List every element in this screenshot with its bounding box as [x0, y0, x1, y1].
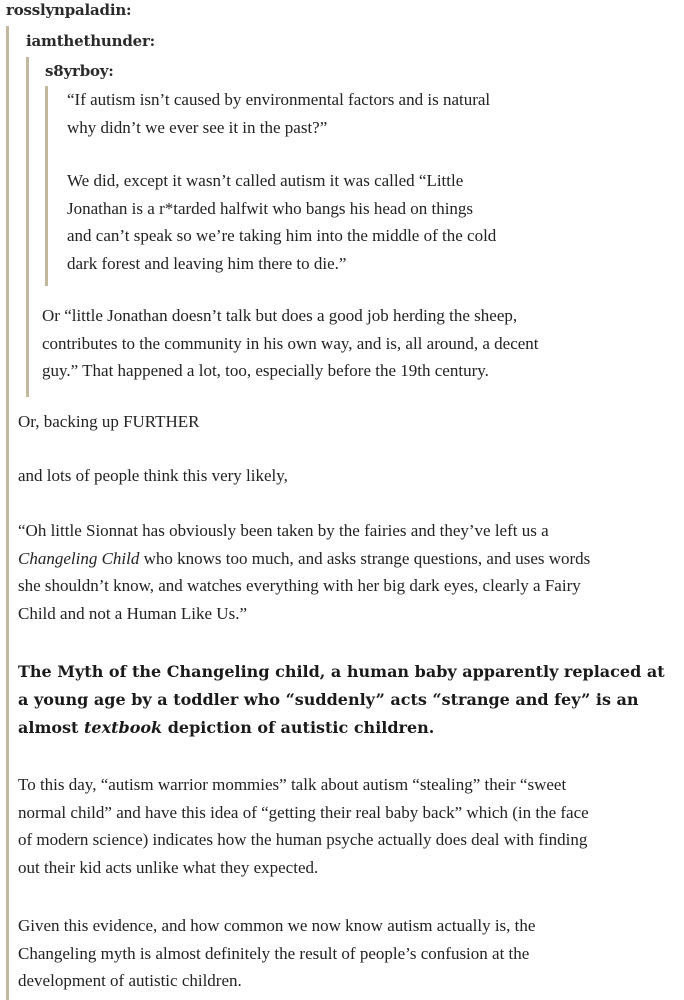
text-line: Or “little Jonathan doesn’t talk but does a good job herding the sheep, [42, 306, 518, 325]
username-rosslynpaladin[interactable] [6, 1, 131, 19]
iamthethunder-paragraph [42, 302, 539, 385]
rosslynpaladin-paragraph-1 [18, 408, 200, 436]
text-line: a young age by a toddler who “suddenly” acts “strange and fey” is an [18, 690, 639, 709]
rosslynpaladin-paragraph-3 [18, 517, 590, 627]
s8yrboy-paragraph-1 [67, 86, 490, 141]
text-span: depiction of autistic children. [162, 718, 435, 737]
text-line: guy.” That happened a lot, too, especially before the 19th century. [42, 361, 489, 380]
rosslynpaladin-paragraph-5 [18, 771, 589, 881]
username-link[interactable]: iamthethunder: [26, 32, 155, 50]
s8yrboy-paragraph-2 [67, 167, 496, 277]
text-line [18, 714, 665, 742]
text-line: of modern science) indicates how the human psyche actually does deal with finding [18, 830, 588, 849]
text-line: “If autism isn’t caused by environmental factors and is natural [67, 90, 491, 109]
text-line: normal child” and have this idea of “getting their real baby back” which (in the face [18, 802, 589, 822]
username-link[interactable]: s8yrboy: [45, 62, 114, 80]
text-span: who knows too much, and asks strange questions, and uses words [139, 548, 591, 568]
username-s8yrboy[interactable] [45, 62, 114, 80]
rosslynpaladin-paragraph-2 [18, 462, 288, 490]
rosslynpaladin-paragraph-6 [18, 912, 535, 995]
quote-bar-level-2 [26, 57, 29, 397]
text-span: almost [18, 718, 85, 737]
text-line: and can’t speak so we’re taking him into the middle of the cold [67, 226, 497, 245]
text-line: dark forest and leaving him there to die.” [67, 253, 347, 273]
text-line: Child and not a Human Like Us.” [18, 603, 247, 623]
username-link[interactable]: rosslynpaladin: [6, 1, 132, 19]
text-line: Given this evidence, and how common we now know autism actually is, the [18, 916, 536, 935]
italic-phrase: textbook [84, 718, 163, 737]
text-line: out their kid acts unlike what they expected. [18, 857, 319, 877]
rosslynpaladin-bold-paragraph [18, 658, 665, 742]
text-line: To this day, “autism warrior mommies” talk about autism “stealing” their “sweet [18, 775, 567, 794]
text-line: why didn’t we ever see it in the past?” [67, 117, 328, 137]
text-line: contributes to the community in his own way, and is, all around, a decent [42, 333, 539, 353]
username-iamthethunder[interactable] [26, 32, 155, 50]
text-line: Or, backing up FURTHER [18, 412, 200, 431]
italic-phrase: Changeling Child [18, 548, 140, 568]
text-line: Changeling myth is almost definitely the result of people’s confusion at the [18, 943, 530, 963]
text-line: We did, except it wasn’t called autism it was called “Little [67, 171, 464, 190]
quote-bar-level-1 [6, 26, 9, 1000]
text-line: Jonathan is a r*tarded halfwit who bangs his head on things [67, 198, 474, 218]
text-line: she shouldn’t know, and watches everything with her big dark eyes, clearly a Fairy [18, 576, 581, 595]
text-line: The Myth of the Changeling child, a human baby apparently replaced at [18, 662, 665, 681]
text-line [18, 545, 590, 573]
text-line: “Oh little Sionnat has obviously been taken by the fairies and they’ve left us a [18, 521, 549, 540]
text-line: development of autistic children. [18, 971, 242, 990]
text-line: and lots of people think this very likely, [18, 466, 288, 485]
quote-bar-level-3 [45, 86, 48, 286]
